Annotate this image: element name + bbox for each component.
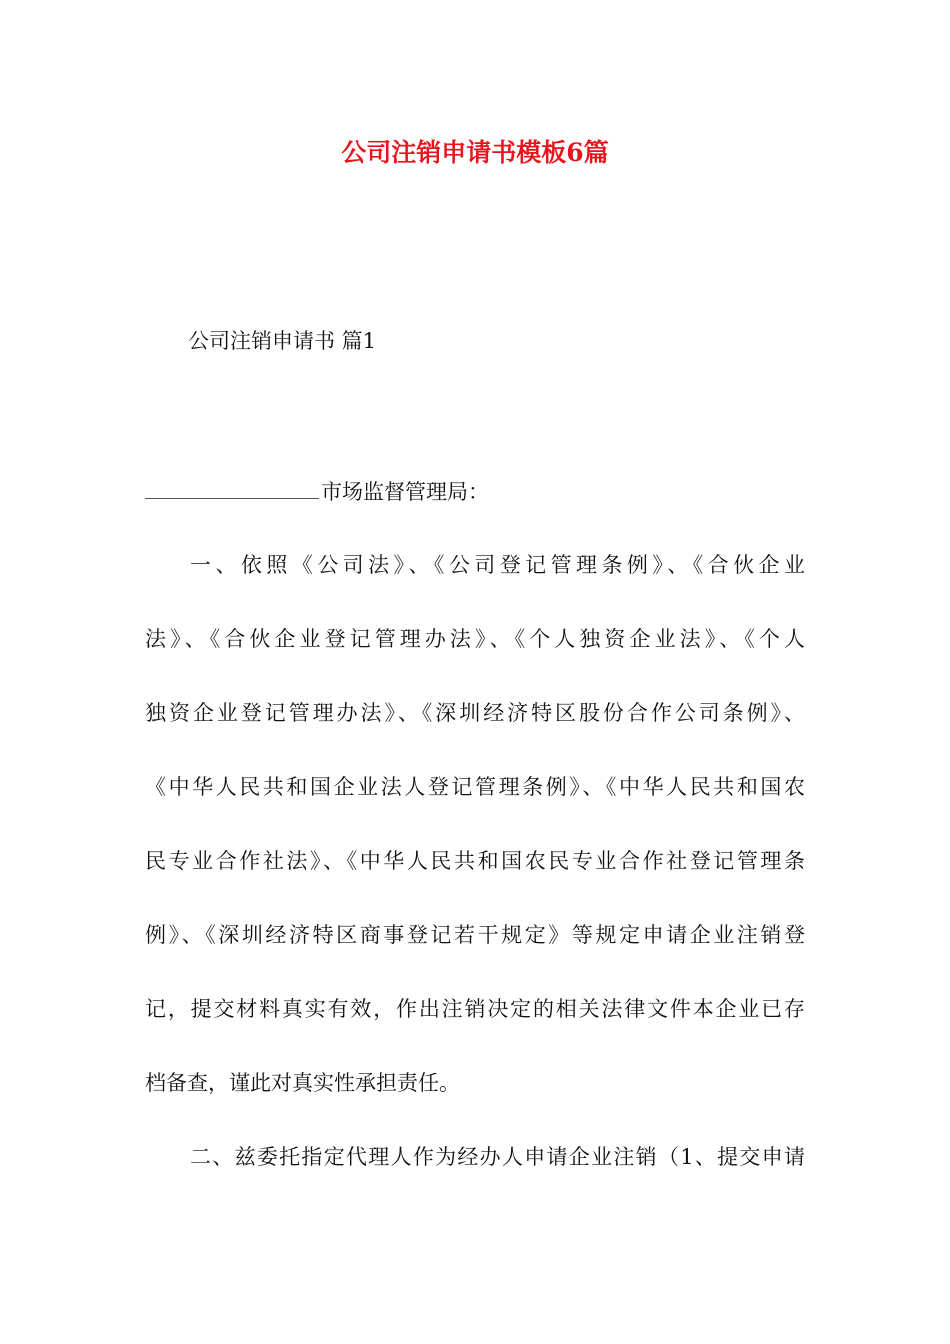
paragraph-line: 《中华人民共和国企业法人登记管理条例》、《中华人民共和国农 xyxy=(145,775,805,799)
paragraph-line: 独资企业登记管理办法》、《深圳经济特区股份合作公司条例》、 xyxy=(145,701,805,725)
section-heading: 公司注销申请书 篇1 xyxy=(188,329,377,353)
paragraph-line: 记，提交材料真实有效，作出注销决定的相关法律文件本企业已存 xyxy=(145,997,805,1021)
recipient-blank-field xyxy=(145,476,319,499)
paragraph-line: 法》、《合伙企业登记管理办法》、《个人独资企业法》、《个人 xyxy=(145,627,805,651)
paragraph-line: 民专业合作社法》、《中华人民共和国农民专业合作社登记管理条 xyxy=(145,849,805,873)
recipient-suffix: 市场监督管理局： xyxy=(321,480,489,504)
paragraph-line: 档备查，谨此对真实性承担责任。 xyxy=(145,1071,460,1095)
paragraph-line: 二、兹委托指定代理人作为经办人申请企业注销（1、提交申请 xyxy=(190,1145,805,1169)
recipient-line xyxy=(145,476,489,508)
page-title: 公司注销申请书模板6篇 xyxy=(341,138,609,167)
paragraph-line: 一、依照《公司法》、《公司登记管理条例》、《合伙企业 xyxy=(190,553,805,577)
paragraph-line: 例》、《深圳经济特区商事登记若干规定》等规定申请企业注销登 xyxy=(145,923,805,947)
